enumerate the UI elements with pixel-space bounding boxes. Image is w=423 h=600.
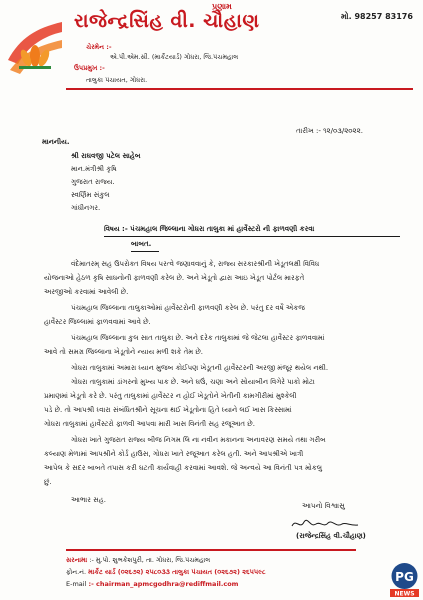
badge-word: NEWS: [394, 590, 415, 598]
letter-date: તારીખ :- ૧૨/૦૩/૨૦૨૨.: [296, 127, 363, 135]
designation-vice-president-value: તાલુકા પંચાયત, ગોધરા.: [86, 76, 148, 84]
body-line: પંચમહાલ જિલ્લાના તાલુકાઓમાં હાર્વેસ્ટરોની ફાળવણી કરેલ છે. પરંતુ દર વર્ષે એકજ: [71, 304, 305, 312]
email-value: :- chairman_apmcgodhra@rediffmail.com: [88, 580, 239, 588]
body-line: વંદેમાતરમ્ સહ ઉપરોક્ત વિષય પરત્વે જણાવવાનું કે, રાજ્ય સરકારશ્રીની ખેડૂતલક્ષી વિવિધ: [71, 260, 320, 268]
body-line: આપેલ કે સદર બાબતે તપાસ કરી ઘટતી કાર્યવાહી કરવામાં આવશે. જે અન્વયે આ વિનંતી પત્ર મોકલુ: [44, 464, 322, 472]
recipient-line: ગાંધીનગર.: [71, 204, 101, 212]
body-line: કલ્યાણ મેળામાં આપશ્રીને કોર્ડ હાઉસ, ગોધરા ખાતે રજૂઆત કરેલ હતી. અને આપશ્રીએ ખાત્રી: [44, 450, 304, 458]
yours-faithfully: આપનો વિશ્વાસુ: [302, 502, 345, 510]
address-label: સરનામા: [66, 556, 88, 564]
footer-phone: [66, 568, 266, 577]
footer-address: [66, 556, 210, 565]
recipient-line: ગુજરાત રાજ્ય.: [71, 178, 115, 186]
salutation: માનનીય.: [42, 138, 70, 146]
sender-name-heading: રાજેન્દ્રસિંહ વી. ચૌહાણ: [74, 10, 260, 32]
phone-value: માર્કેટ યાર્ડ (૦૨૬૭૨) ૨૫૮૦૩૩ તાલુકા પંચાયત (૦૨૬૭૨) ૨૬૫૫૯૮: [88, 568, 266, 576]
recipient-line: સ્વર્ણિમ સંકુલ: [71, 191, 110, 199]
party-lotus-logo: [6, 18, 64, 76]
designation-chairman: [86, 43, 112, 52]
email-label: E-mail: [66, 580, 87, 588]
phone-label: ફોન.નં.: [66, 568, 87, 576]
body-line: ગોધરા તાલુકામાં અમારા ધ્યાન મુજબ કોઈપણ ખેડૂતની હાર્વેસ્ટરની અરજી મંજૂર થયેલ નથી.: [71, 364, 329, 372]
closing-text: આભાર સહ.: [71, 496, 106, 504]
chairman-label: ચેરમેન :-: [86, 43, 112, 51]
recipient-line: માન.મંત્રીશ્રી કૃષિ: [71, 165, 117, 173]
signatory-name: (રાજેન્દ્રસિંહ વી.ચૌહાણ): [296, 532, 366, 540]
body-line: પ્રમાણમાં ખેડૂતો કરે છે. પરંતુ તાલુકામાં હાર્વેસ્ટર ન હોઈ ખેડૂતોને ખેતીની કામગીરીમાં મુશ્કેલી: [44, 392, 297, 400]
mobile-number: મો. 98257 83176: [341, 12, 413, 21]
body-line: હાર્વેસ્ટર જિલ્લામાં ફાળવવામાં આવે છે.: [44, 318, 151, 326]
recipient-name: શ્રી રાઘવજી પટેલ સાહેબ: [71, 152, 141, 160]
vice-president-label: ઉપપ્રમુખ :-: [74, 64, 105, 72]
address-value: :- મુ.પો. શુભકેશપુરી, તા. ગોધરા, જિ.પંચમહાલ: [89, 556, 211, 564]
footer-email: [66, 580, 238, 588]
subject-line-continued: બાબત.: [131, 240, 152, 248]
subject-line: વિષય :- પંચમહાલ જિલ્લાના ગોધરા તાલુકા માં હાર્વેસ્ટરો ની ફાળવણી કરવા: [104, 225, 315, 233]
body-line: છું.: [44, 478, 52, 486]
body-line: પંચમહાલ જિલ્લાના કુલ સાત તાલુકા છે. અને દરેક તાલુકામાં જે જેટલા હાર્વેસ્ટર ફાળવવામાં: [71, 334, 325, 342]
body-line: આવે તો સમગ્ર જિલ્લાના ખેડૂતોને ન્યાય મળી શકે તેમ છે.: [44, 348, 204, 356]
subject-underline: [131, 251, 159, 252]
designation-chairman-value: એ.પી.એમ.સી. (માર્કેટયાર્ડ) ગોધરા, જિ.પંચમહાલ: [110, 53, 239, 61]
body-line: ગોધરા તાલુકામાં હાર્વેસ્ટરો ફાળવી આપવા મારી ખાસ વિનંતી સહ રજૂઆત છે.: [44, 420, 255, 428]
body-line: પડે છે. તો આપશ્રી ધ્વારા સંબંધિતશ્રીને સૂચના થઈ ખેડૂતોના હિતે ધ્યાને લઈ ખાસ કિસ્સામાં: [44, 406, 292, 414]
designation-vice-president: [74, 64, 105, 73]
badge-letters: PG: [395, 570, 414, 584]
body-line: ગોધરા તાલુકામાં ડાંગરનો મુખ્ય પાક છે. અને ઘઉં, ચણા અને સોયાબીન વિગેરે પાકો મોટા: [71, 378, 315, 386]
header-rule: [66, 88, 413, 90]
body-line: ગોધરા ખાતે ગુજરાત રાજ્ય બીજ નિગમ લિ ના નવીન મકાનના અનાવરણ સમયે તથા ગરીબ: [71, 436, 326, 444]
body-line: અરજીઓ કરવામાં આવેલી છે.: [44, 288, 129, 296]
subject-underline: [104, 236, 400, 237]
news-watermark-badge: [388, 562, 421, 598]
handwritten-signature: [290, 516, 360, 532]
greeting-text: પ્રણામ: [212, 2, 232, 11]
footer-rule: [66, 549, 356, 551]
body-line: યોજનાઓ હેઠળ કૃષિ સાધનોની ફાળવણી કરેલ છે. અને ખેડૂતો દ્વારા આઇ ખેડૂત પોર્ટલ મારફતે: [44, 274, 305, 282]
